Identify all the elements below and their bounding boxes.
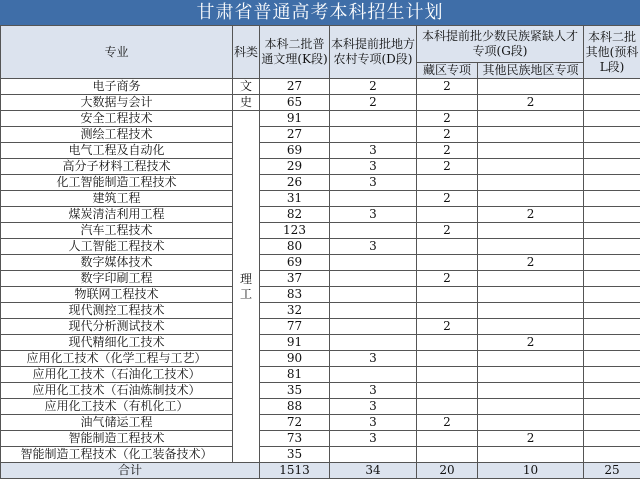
table-row bbox=[1, 175, 640, 191]
g-tibet-count: 2 bbox=[417, 143, 478, 159]
major-name: 应用化工技术（有机化工） bbox=[1, 399, 233, 415]
g-tibet-count: 2 bbox=[417, 271, 478, 287]
l-count bbox=[584, 79, 640, 95]
header-category: 科类 bbox=[233, 26, 260, 79]
total-k: 1513 bbox=[260, 463, 330, 479]
g-tibet-count bbox=[417, 255, 478, 271]
g-other-count bbox=[478, 79, 584, 95]
g-tibet-count: 2 bbox=[417, 223, 478, 239]
table-row bbox=[1, 271, 640, 287]
k-count: 26 bbox=[260, 175, 330, 191]
g-other-count bbox=[478, 383, 584, 399]
d-count bbox=[330, 127, 417, 143]
sheet-title: 甘肃省普通高考本科招生计划 bbox=[0, 0, 640, 25]
l-count bbox=[584, 95, 640, 111]
g-tibet-count bbox=[417, 399, 478, 415]
table-row bbox=[1, 287, 640, 303]
major-name: 现代精细化工技术 bbox=[1, 335, 233, 351]
l-count bbox=[584, 255, 640, 271]
l-count bbox=[584, 111, 640, 127]
g-other-count: 2 bbox=[478, 431, 584, 447]
g-other-count bbox=[478, 399, 584, 415]
d-count: 2 bbox=[330, 95, 417, 111]
g-other-count bbox=[478, 175, 584, 191]
k-count: 80 bbox=[260, 239, 330, 255]
table-row bbox=[1, 351, 640, 367]
header-g-tibet: 藏区专项 bbox=[417, 63, 478, 79]
header-major: 专业 bbox=[1, 26, 233, 79]
g-other-count bbox=[478, 111, 584, 127]
major-name: 油气储运工程 bbox=[1, 415, 233, 431]
k-count: 91 bbox=[260, 111, 330, 127]
l-count bbox=[584, 287, 640, 303]
k-count: 37 bbox=[260, 271, 330, 287]
total-label: 合计 bbox=[1, 463, 260, 479]
g-other-count: 2 bbox=[478, 207, 584, 223]
major-name: 大数据与会计 bbox=[1, 95, 233, 111]
g-tibet-count bbox=[417, 287, 478, 303]
g-tibet-count: 2 bbox=[417, 191, 478, 207]
l-count bbox=[584, 271, 640, 287]
l-count bbox=[584, 447, 640, 463]
table-row bbox=[1, 111, 640, 127]
d-count: 3 bbox=[330, 239, 417, 255]
d-count: 3 bbox=[330, 431, 417, 447]
d-count bbox=[330, 191, 417, 207]
g-other-count: 2 bbox=[478, 255, 584, 271]
major-name: 物联网工程技术 bbox=[1, 287, 233, 303]
category-shi: 史 bbox=[233, 95, 260, 111]
table-row bbox=[1, 319, 640, 335]
header-g-segment: 本科提前批少数民族紧缺人才专项(G段) bbox=[417, 26, 584, 63]
total-row bbox=[1, 463, 640, 479]
k-count: 32 bbox=[260, 303, 330, 319]
table-row bbox=[1, 207, 640, 223]
table-row bbox=[1, 415, 640, 431]
g-tibet-count bbox=[417, 351, 478, 367]
k-count: 91 bbox=[260, 335, 330, 351]
category-wen: 文 bbox=[233, 79, 260, 95]
k-count: 123 bbox=[260, 223, 330, 239]
g-other-count bbox=[478, 415, 584, 431]
header-l-segment: 本科二批其他(预科L段) bbox=[584, 26, 640, 79]
g-other-count bbox=[478, 367, 584, 383]
g-tibet-count bbox=[417, 447, 478, 463]
g-other-count bbox=[478, 223, 584, 239]
l-count bbox=[584, 319, 640, 335]
category-gong: 工 bbox=[239, 286, 252, 301]
d-count bbox=[330, 287, 417, 303]
k-count: 77 bbox=[260, 319, 330, 335]
l-count bbox=[584, 207, 640, 223]
d-count: 2 bbox=[330, 79, 417, 95]
header-k-segment: 本科二批普通文理(K段) bbox=[260, 26, 330, 79]
g-other-count: 2 bbox=[478, 95, 584, 111]
table-row bbox=[1, 95, 640, 111]
major-name: 安全工程技术 bbox=[1, 111, 233, 127]
k-count: 83 bbox=[260, 287, 330, 303]
g-other-count bbox=[478, 127, 584, 143]
l-count bbox=[584, 399, 640, 415]
k-count: 31 bbox=[260, 191, 330, 207]
g-tibet-count bbox=[417, 303, 478, 319]
k-count: 72 bbox=[260, 415, 330, 431]
l-count bbox=[584, 127, 640, 143]
major-name: 数字媒体技术 bbox=[1, 255, 233, 271]
header-g-other: 其他民族地区专项 bbox=[478, 63, 584, 79]
d-count bbox=[330, 111, 417, 127]
l-count bbox=[584, 159, 640, 175]
l-count bbox=[584, 383, 640, 399]
g-other-count bbox=[478, 239, 584, 255]
g-tibet-count bbox=[417, 175, 478, 191]
g-other-count bbox=[478, 271, 584, 287]
d-count: 3 bbox=[330, 175, 417, 191]
major-name: 应用化工技术（化学工程与工艺） bbox=[1, 351, 233, 367]
major-name: 电气工程及自动化 bbox=[1, 143, 233, 159]
total-d: 34 bbox=[330, 463, 417, 479]
l-count bbox=[584, 175, 640, 191]
table-row bbox=[1, 447, 640, 463]
table-row bbox=[1, 127, 640, 143]
l-count bbox=[584, 415, 640, 431]
k-count: 69 bbox=[260, 143, 330, 159]
g-tibet-count: 2 bbox=[417, 127, 478, 143]
k-count: 35 bbox=[260, 447, 330, 463]
major-name: 建筑工程 bbox=[1, 191, 233, 207]
plan-table bbox=[0, 25, 640, 479]
g-other-count bbox=[478, 159, 584, 175]
table-row bbox=[1, 239, 640, 255]
k-count: 27 bbox=[260, 79, 330, 95]
table-row bbox=[1, 79, 640, 95]
g-tibet-count: 2 bbox=[417, 111, 478, 127]
d-count bbox=[330, 271, 417, 287]
category-li: 理 bbox=[239, 271, 252, 286]
g-other-count bbox=[478, 287, 584, 303]
d-count bbox=[330, 447, 417, 463]
g-other-count bbox=[478, 191, 584, 207]
major-name: 高分子材料工程技术 bbox=[1, 159, 233, 175]
d-count bbox=[330, 319, 417, 335]
g-other-count: 2 bbox=[478, 335, 584, 351]
table-row bbox=[1, 143, 640, 159]
major-name: 智能制造工程技术 bbox=[1, 431, 233, 447]
d-count: 3 bbox=[330, 159, 417, 175]
total-g-tibet: 20 bbox=[417, 463, 478, 479]
header-d-segment: 本科提前批地方农村专项(D段) bbox=[330, 26, 417, 79]
g-tibet-count: 2 bbox=[417, 159, 478, 175]
table-row bbox=[1, 431, 640, 447]
l-count bbox=[584, 303, 640, 319]
table-row bbox=[1, 255, 640, 271]
d-count bbox=[330, 335, 417, 351]
l-count bbox=[584, 239, 640, 255]
d-count bbox=[330, 223, 417, 239]
g-other-count bbox=[478, 351, 584, 367]
major-name: 应用化工技术（石油炼制技术） bbox=[1, 383, 233, 399]
l-count bbox=[584, 367, 640, 383]
d-count bbox=[330, 367, 417, 383]
d-count: 3 bbox=[330, 383, 417, 399]
k-count: 90 bbox=[260, 351, 330, 367]
k-count: 65 bbox=[260, 95, 330, 111]
l-count bbox=[584, 351, 640, 367]
l-count bbox=[584, 191, 640, 207]
g-other-count bbox=[478, 143, 584, 159]
g-tibet-count bbox=[417, 383, 478, 399]
g-other-count bbox=[478, 447, 584, 463]
g-tibet-count bbox=[417, 207, 478, 223]
major-name: 汽车工程技术 bbox=[1, 223, 233, 239]
d-count: 3 bbox=[330, 415, 417, 431]
major-name: 电子商务 bbox=[1, 79, 233, 95]
l-count bbox=[584, 431, 640, 447]
table-row bbox=[1, 223, 640, 239]
g-other-count bbox=[478, 319, 584, 335]
major-name: 化工智能制造工程技术 bbox=[1, 175, 233, 191]
d-count bbox=[330, 303, 417, 319]
major-name: 人工智能工程技术 bbox=[1, 239, 233, 255]
major-name: 现代测控工程技术 bbox=[1, 303, 233, 319]
total-l: 25 bbox=[584, 463, 640, 479]
table-row bbox=[1, 383, 640, 399]
k-count: 73 bbox=[260, 431, 330, 447]
table-row bbox=[1, 159, 640, 175]
l-count bbox=[584, 223, 640, 239]
d-count: 3 bbox=[330, 143, 417, 159]
g-tibet-count bbox=[417, 335, 478, 351]
g-tibet-count: 2 bbox=[417, 79, 478, 95]
table-row bbox=[1, 367, 640, 383]
g-tibet-count bbox=[417, 239, 478, 255]
g-other-count bbox=[478, 303, 584, 319]
g-tibet-count bbox=[417, 431, 478, 447]
g-tibet-count: 2 bbox=[417, 415, 478, 431]
k-count: 81 bbox=[260, 367, 330, 383]
k-count: 88 bbox=[260, 399, 330, 415]
k-count: 69 bbox=[260, 255, 330, 271]
d-count bbox=[330, 255, 417, 271]
major-name: 智能制造工程技术（化工装备技术） bbox=[1, 447, 233, 463]
table-row bbox=[1, 399, 640, 415]
table-row bbox=[1, 191, 640, 207]
major-name: 现代分析测试技术 bbox=[1, 319, 233, 335]
major-name: 煤炭清洁利用工程 bbox=[1, 207, 233, 223]
d-count: 3 bbox=[330, 399, 417, 415]
table-row bbox=[1, 335, 640, 351]
major-name: 测绘工程技术 bbox=[1, 127, 233, 143]
g-tibet-count bbox=[417, 367, 478, 383]
k-count: 29 bbox=[260, 159, 330, 175]
l-count bbox=[584, 335, 640, 351]
d-count: 3 bbox=[330, 351, 417, 367]
category-ligong bbox=[233, 111, 260, 463]
table-row bbox=[1, 303, 640, 319]
k-count: 82 bbox=[260, 207, 330, 223]
k-count: 35 bbox=[260, 383, 330, 399]
major-name: 数字印刷工程 bbox=[1, 271, 233, 287]
k-count: 27 bbox=[260, 127, 330, 143]
l-count bbox=[584, 143, 640, 159]
total-g-other: 10 bbox=[478, 463, 584, 479]
d-count: 3 bbox=[330, 207, 417, 223]
major-name: 应用化工技术（石油化工技术） bbox=[1, 367, 233, 383]
g-tibet-count: 2 bbox=[417, 319, 478, 335]
g-tibet-count bbox=[417, 95, 478, 111]
